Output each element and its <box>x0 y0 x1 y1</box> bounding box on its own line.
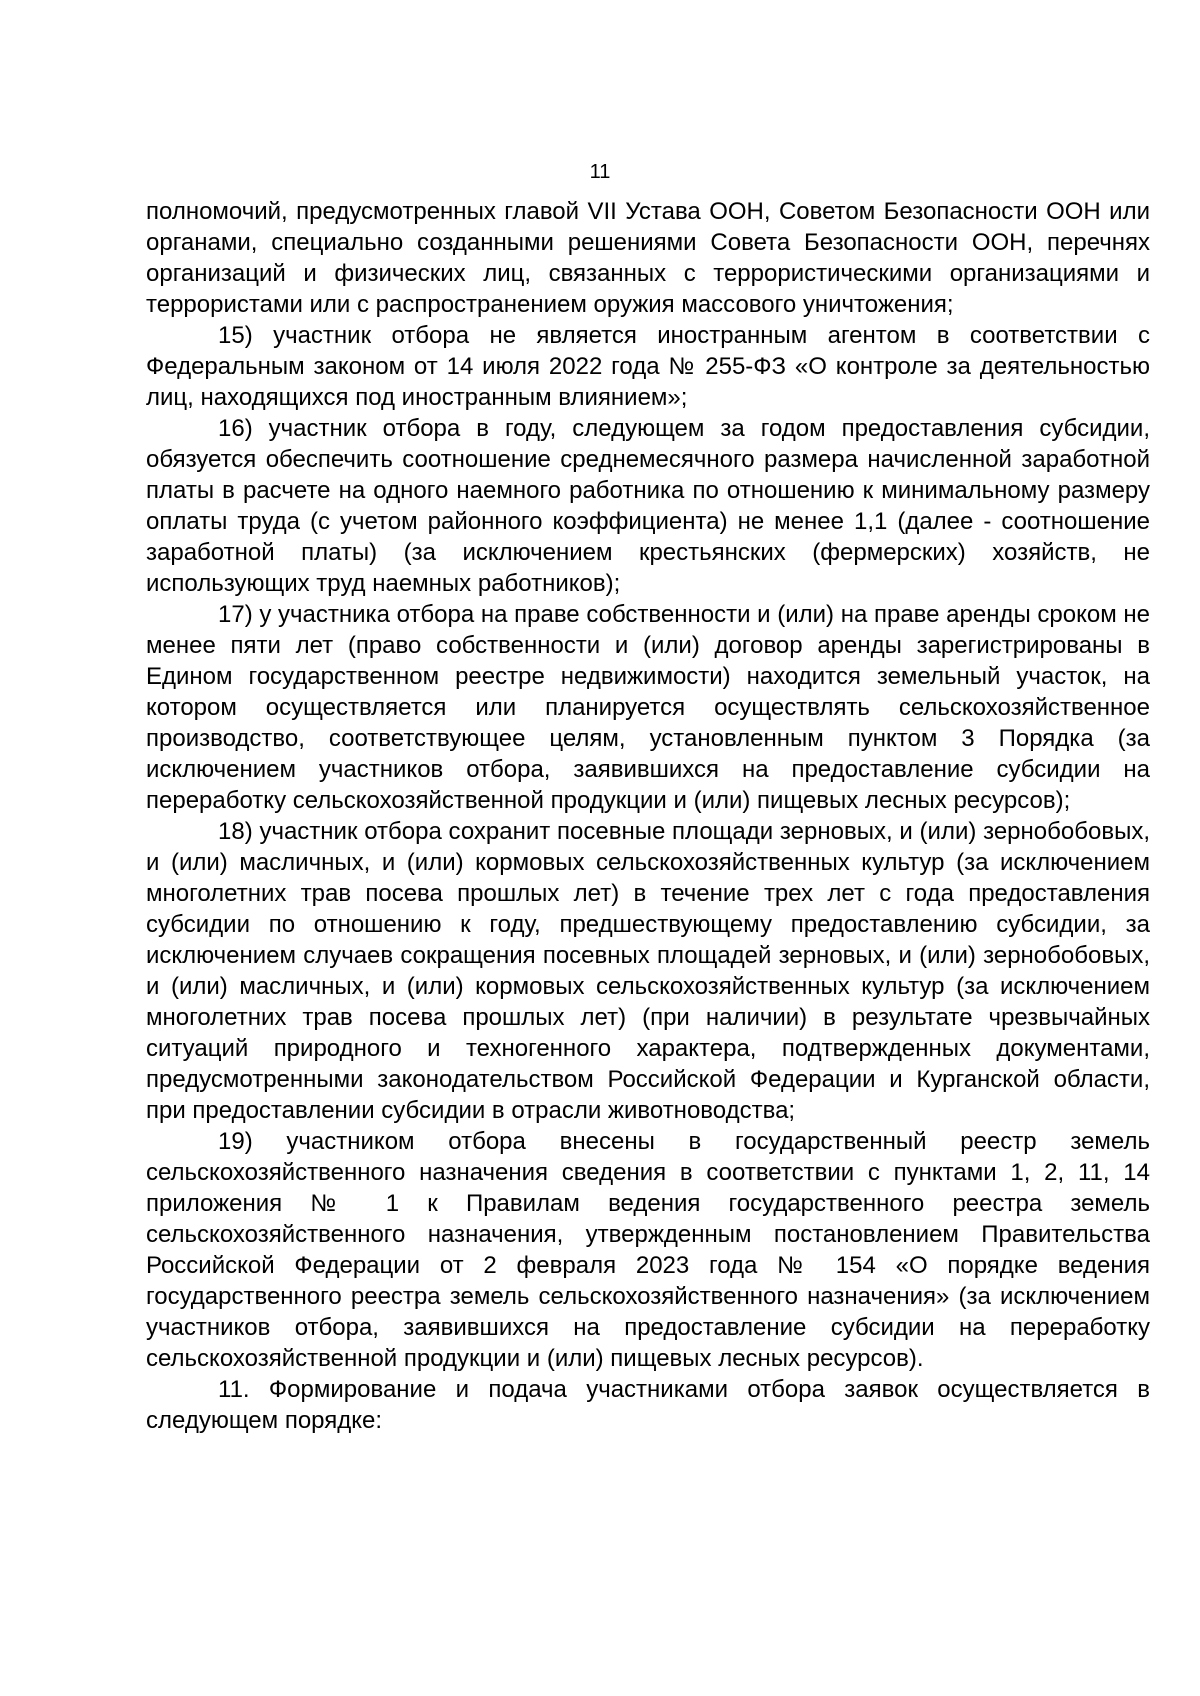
paragraph-item-15: 15) участник отбора не является иностранным агентом в соответствии с Федеральным законом от 14 июля 2022 года № 255-ФЗ «О контроле за деятельностью лиц, находящихся под иностранным влиянием»; <box>146 322 1150 411</box>
paragraph-item-17: 17) у участника отбора на праве собственности и (или) на праве аренды сроком не менее пяти лет (право собственности и (или) договор аренды зарегистрированы в Едином государственном реестре недвижимости) находится земельный участок, на котором осуществляется или планируется осуществлять сельскохозяйственное производство, соответствующее целям, установленным пунктом 3 Порядка (за исключением участников отбора, заявившихся на предоставление субсидии на переработку сельскохозяйственной продукции и (или) пищевых лесных ресурсов); <box>146 601 1150 814</box>
document-body <box>146 196 1150 1436</box>
page-number: 11 <box>589 161 611 183</box>
paragraph-item-19: 19) участником отбора внесены в государственный реестр земель сельскохозяйственного назначения сведения в соответствии с пунктами 1, 2, 11, 14 приложения № 1 к Правилам ведения государственного реестра земель сельскохозяйственного назначения, утвержденным постановлением Правительства Российской Федерации от 2 февраля 2023 года № 154 «О порядке ведения государственного реестра земель сельскохозяйственного назначения» (за исключением участников отбора, заявившихся на предоставление субсидии на переработку сельскохозяйственной продукции и (или) пищевых лесных ресурсов). <box>146 1128 1150 1372</box>
paragraph-item-18: 18) участник отбора сохранит посевные площади зерновых, и (или) зернобобовых, и (или) масличных, и (или) кормовых сельскохозяйственных культур (за исключением многолетних трав посева прошлых лет) в течение трех лет с года предоставления субсидии по отношению к году, предшествующему предоставлению субсидии, за исключением случаев сокращения посевных площадей зерновых, и (или) зернобобовых, и (или) масличных, и (или) кормовых сельскохозяйственных культур (за исключением многолетних трав посева прошлых лет) (при наличии) в результате чрезвычайных ситуаций природного и техногенного характера, подтвержденных документами, предусмотренными законодательством Российской Федерации и Курганской области, при предоставлении субсидии в отрасли животноводства; <box>146 818 1150 1124</box>
paragraph-continuation: полномочий, предусмотренных главой VII Устава ООН, Советом Безопасности ООН или органами, специально созданными решениями Совета Безопасности ООН, перечнях организаций и физических лиц, связанных с террористическими организациями и террористами или с распространением оружия массового уничтожения; <box>146 198 1150 318</box>
paragraph-item-16: 16) участник отбора в году, следующем за годом предоставления субсидии, обязуется обеспечить соотношение среднемесячного размера начисленной заработной платы в расчете на одного наемного работника по отношению к минимальному размеру оплаты труда (с учетом районного коэффициента) не менее 1,1 (далее - соотношение заработной платы) (за исключением крестьянских (фермерских) хозяйств, не использующих труд наемных работников); <box>146 415 1150 597</box>
paragraph-section-11: 11. Формирование и подача участниками отбора заявок осуществляется в следующем порядке: <box>146 1376 1150 1434</box>
